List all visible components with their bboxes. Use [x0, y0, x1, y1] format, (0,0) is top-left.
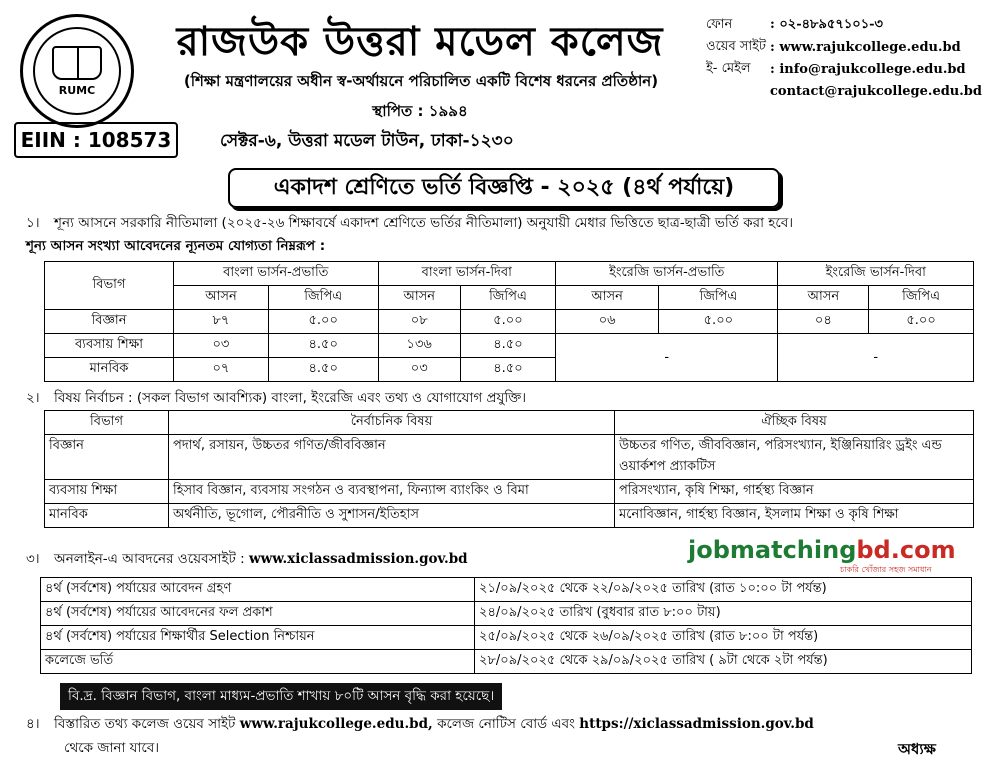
cell-event: ৪র্থ (সর্বশেষ) পর্যায়ের আবেদনের ফল প্রকাশ	[41, 602, 475, 626]
header-seat: আসন	[174, 286, 269, 310]
watermark-tagline: চাকরি খোঁজার সহজ সমাধান	[840, 565, 932, 574]
cell-event: কলেজে ভর্তি	[41, 650, 475, 674]
cell-date: ২৪/০৯/২০২৫ তারিখ (বুধবার রাত ৮:০০ টায়)	[475, 602, 972, 626]
cell-optional: মনোবিজ্ঞান, গার্হস্থ্য বিজ্ঞান, ইসলাম শিক্ষা ও কৃষি শিক্ষা	[615, 504, 974, 528]
cell-dash-en-day: -	[778, 334, 974, 382]
header-gpa: জিপিএ	[460, 286, 555, 310]
header-version-en-day: ইংরেজি ভার্সন-দিবা	[778, 262, 974, 286]
cell-group: ব্যবসায় শিক্ষা	[45, 480, 169, 504]
cell-group: মানবিক	[45, 358, 174, 382]
section-4-body-a: বিস্তারিত তথ্য কলেজ ওয়েব সাইট	[54, 716, 236, 732]
table-row	[41, 650, 972, 674]
header-seat: আসন	[378, 286, 460, 310]
table-row	[45, 334, 974, 358]
watermark	[688, 536, 956, 564]
cell-value: ৪.৫০	[460, 358, 555, 382]
cell-value: ০৩	[174, 334, 269, 358]
cell-optional: পরিসংখ্যান, কৃষি শিক্ষা, গার্হস্থ্য বিজ্ঞান	[615, 480, 974, 504]
phone-value: : ০২-৪৮৯৫৭১০১-৩	[770, 16, 883, 32]
section-1-subtext: শূন্য আসন সংখ্যা আবেদনের ন্যূনতম যোগ্যতা নিম্নরূপ :	[26, 238, 326, 254]
website-label: ওয়েব সাইট	[706, 38, 767, 54]
seat-table	[44, 261, 974, 382]
cell-elective: পদার্থ, রসায়ন, উচ্চতর গণিত/জীববিজ্ঞান	[169, 435, 615, 480]
college-logo	[20, 14, 134, 128]
college-subtitle: (শিক্ষা মন্ত্রণালয়ের অধীন স্ব-অর্থায়নে পরিচালিত একটি বিশেষ ধরনের প্রতিষ্ঠান)	[183, 72, 659, 90]
table-row	[45, 480, 974, 504]
table-row	[41, 602, 972, 626]
cell-elective: হিসাব বিজ্ঞান, ব্যবসায় সংগঠন ও ব্যবস্থাপনা, ফিন্যান্স ব্যাংকিং ও বিমা	[169, 480, 615, 504]
table-row	[45, 504, 974, 528]
cell-date: ২৫/০৯/২০২৫ থেকে ২৬/০৯/২০২৫ তারিখ (রাত ৮:০০ টা পর্যন্ত)	[475, 626, 972, 650]
section-3-number: ৩।	[26, 551, 40, 567]
table-row	[41, 578, 972, 602]
header-gpa: জিপিএ	[659, 286, 778, 310]
college-site-link[interactable]: www.rajukcollege.edu.bd,	[239, 716, 433, 732]
header-gpa: জিপিএ	[869, 286, 974, 310]
section-4-text	[26, 713, 814, 736]
principal-signature-label: অধ্যক্ষ	[898, 740, 936, 758]
cell-date: ২১/০৯/২০২৫ থেকে ২২/০৯/২০২৫ তারিখ (রাত ১০:০০ টা পর্যন্ত)	[475, 578, 972, 602]
cell-value: ০৪	[778, 310, 869, 334]
phone-label: ফোন	[706, 16, 733, 32]
watermark-part2: bd.com	[856, 536, 956, 564]
college-name: রাজউক উত্তরা মডেল কলেজ	[176, 19, 664, 65]
header-version-bn-day: বাংলা ভার্সন-দিবা	[378, 262, 556, 286]
subject-table	[44, 410, 974, 528]
table-row	[45, 286, 974, 310]
table-row	[45, 435, 974, 480]
cell-value: ৫.০০	[268, 310, 378, 334]
header-version-en-morning: ইংরেজি ভার্সন-প্রভাতি	[556, 262, 778, 286]
email-link-contact[interactable]: contact@rajukcollege.edu.bd	[770, 83, 982, 99]
header-optional: ঐচ্ছিক বিষয়	[615, 411, 974, 435]
cell-value: ০৮	[378, 310, 460, 334]
cell-value: ৫.০০	[460, 310, 555, 334]
cell-group: মানবিক	[45, 504, 169, 528]
cell-group: বিজ্ঞান	[45, 310, 174, 334]
founded-year: স্থাপিত : ১৯৯৪	[372, 102, 468, 120]
website-link[interactable]: : www.rajukcollege.edu.bd	[770, 39, 961, 55]
section-3-text	[26, 548, 468, 571]
cell-optional: উচ্চতর গণিত, জীববিজ্ঞান, পরিসংখ্যান, ইঞ্জিনিয়ারিং ড্রইং এন্ড ওয়ার্কশপ প্র্যাকটিস	[615, 435, 974, 480]
note-banner: বি.দ্র. বিজ্ঞান বিভাগ, বাংলা মাধ্যম-প্রভাতি শাখায় ৮০টি আসন বৃদ্ধি করা হয়েছে।	[60, 683, 502, 710]
section-1-body: শূন্য আসনে সরকারি নীতিমালা (২০২৫-২৬ শিক্ষাবর্ষে একাদশ শ্রেণিতে ভর্তির নীতিমালা) অনুযায়ী মেধার ভিত্তিতে ছাত্র-ছাত্রী ভর্তি করা হবে।	[54, 215, 794, 231]
watermark-part1: jobmatching	[688, 536, 857, 564]
cell-value: ৫.০০	[869, 310, 974, 334]
section-2-text	[26, 387, 526, 410]
table-row	[45, 411, 974, 435]
cell-value: ৪.৫০	[268, 334, 378, 358]
section-3-label: অনলাইন-এ আবদনের ওয়েবসাইট :	[54, 551, 245, 567]
cell-elective: অর্থনীতি, ভূগোল, পৌরনীতি ও সুশাসন/ইতিহাস	[169, 504, 615, 528]
header-gpa: জিপিএ	[268, 286, 378, 310]
cell-value: ৪.৫০	[268, 358, 378, 382]
header-group: বিভাগ	[45, 262, 174, 310]
admission-site-link-2[interactable]: https://xiclassadmission.gov.bd	[579, 716, 814, 732]
cell-value: ০৭	[174, 358, 269, 382]
email-link-info[interactable]: : info@rajukcollege.edu.bd	[770, 61, 966, 77]
section-4-tail: থেকে জানা যাবে।	[64, 740, 160, 756]
cell-value: ৪.৫০	[460, 334, 555, 358]
section-1-number: ১।	[26, 215, 40, 231]
schedule-table	[40, 577, 972, 674]
cell-value: ০৬	[556, 310, 659, 334]
cell-value: ১৩৬	[378, 334, 460, 358]
table-row	[45, 310, 974, 334]
header-seat: আসন	[778, 286, 869, 310]
table-row	[45, 262, 974, 286]
section-2-number: ২।	[26, 390, 40, 406]
header-version-bn-morning: বাংলা ভার্সন-প্রভাতি	[174, 262, 379, 286]
section-4-number: ৪।	[26, 716, 40, 732]
header-group: বিভাগ	[45, 411, 169, 435]
cell-value: ৫.০০	[659, 310, 778, 334]
section-2-body: বিষয় নির্বাচন : (সকল বিভাগ আবশ্যিক) বাংলা, ইংরেজি এবং তথ্য ও যোগাযোগ প্রযুক্তি।	[54, 390, 527, 406]
cell-event: ৪র্থ (সর্বশেষ) পর্যায়ের আবেদন গ্রহণ	[41, 578, 475, 602]
cell-value: ০৩	[378, 358, 460, 382]
cell-value: ৮৭	[174, 310, 269, 334]
cell-group: ব্যবসায় শিক্ষা	[45, 334, 174, 358]
cell-dash-en-morning: -	[556, 334, 778, 382]
header-elective: নৈর্বাচনিক বিষয়	[169, 411, 615, 435]
logo-abbr: RUMC	[58, 83, 96, 97]
book-icon	[52, 46, 102, 80]
eiin-box: EIIN : 108573	[14, 122, 178, 158]
cell-date: ২৮/০৯/২০২৫ থেকে ২৯/০৯/২০২৫ তারিখ ( ৯টা থেকে ২টা পর্যন্ত)	[475, 650, 972, 674]
admission-site-link[interactable]: www.xiclassadmission.gov.bd	[248, 551, 468, 567]
section-4-body-b: কলেজ নোটিস বোর্ড এবং	[437, 716, 575, 732]
notice-title-banner: একাদশ শ্রেণিতে ভর্তি বিজ্ঞপ্তি - ২০২৫ (৪র্থ পর্যায়ে)	[228, 168, 780, 208]
contact-block	[706, 14, 996, 102]
section-1-text	[26, 212, 793, 235]
table-row	[41, 626, 972, 650]
header-seat: আসন	[556, 286, 659, 310]
email-label: ই- মেইল	[706, 60, 751, 76]
logo-emblem	[33, 27, 121, 115]
college-address: সেক্টর-৬, উত্তরা মডেল টাউন, ঢাকা-১২৩০	[220, 131, 514, 151]
cell-group: বিজ্ঞান	[45, 435, 169, 480]
cell-event: ৪র্থ (সর্বশেষ) পর্যায়ের শিক্ষার্থীর Selection নিশ্চায়ন	[41, 626, 475, 650]
